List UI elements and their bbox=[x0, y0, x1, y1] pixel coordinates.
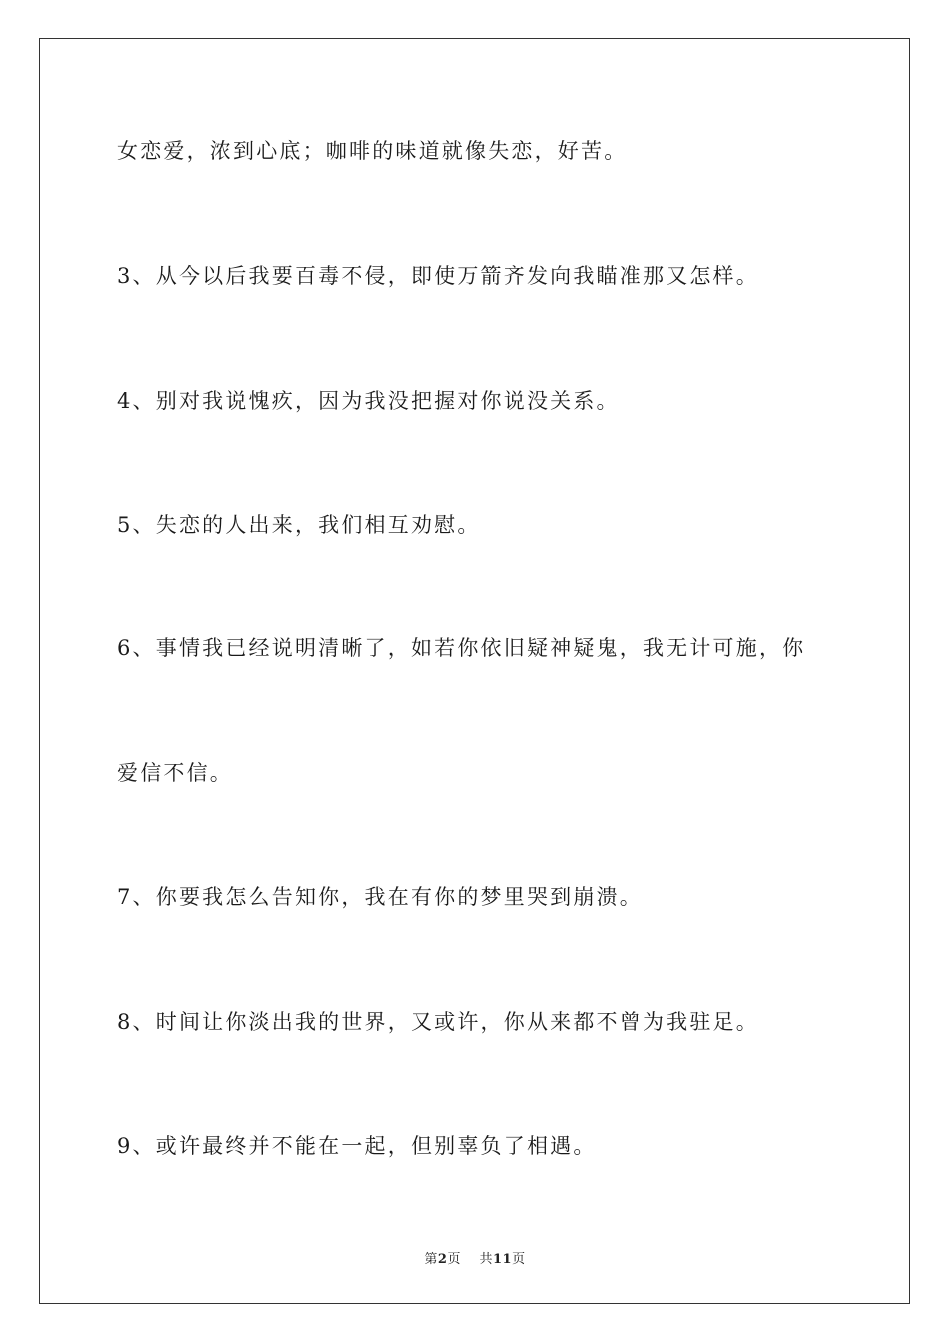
text-line: 4、别对我说愧疚，因为我没把握对你说没关系。 bbox=[117, 389, 620, 413]
page-footer bbox=[0, 1248, 950, 1267]
text-line: 3、从今以后我要百毒不侵，即使万箭齐发向我瞄准那又怎样。 bbox=[117, 264, 759, 288]
text-line: 8、时间让你淡出我的世界，又或许，你从来都不曾为我驻足。 bbox=[117, 1010, 759, 1034]
page-prefix: 第 bbox=[424, 1252, 438, 1267]
text-line: 6、事情我已经说明清晰了，如若你依旧疑神疑鬼，我无计可施，你 bbox=[117, 636, 806, 660]
text-line: 7、你要我怎么告知你，我在有你的梦里哭到崩溃。 bbox=[117, 885, 643, 909]
total-prefix: 共 bbox=[479, 1252, 493, 1267]
page-suffix: 页 bbox=[447, 1252, 461, 1267]
total-suffix: 页 bbox=[512, 1252, 526, 1267]
page-border bbox=[39, 38, 910, 1304]
page-number: 2 bbox=[437, 1252, 448, 1267]
text-line: 爱信不信。 bbox=[117, 761, 233, 785]
text-line: 9、或许最终并不能在一起，但别辜负了相遇。 bbox=[117, 1134, 597, 1158]
text-line: 女恋爱，浓到心底；咖啡的味道就像失恋，好苦。 bbox=[117, 139, 628, 163]
text-line: 5、失恋的人出来，我们相互劝慰。 bbox=[117, 513, 481, 537]
total-pages: 11 bbox=[493, 1252, 513, 1267]
